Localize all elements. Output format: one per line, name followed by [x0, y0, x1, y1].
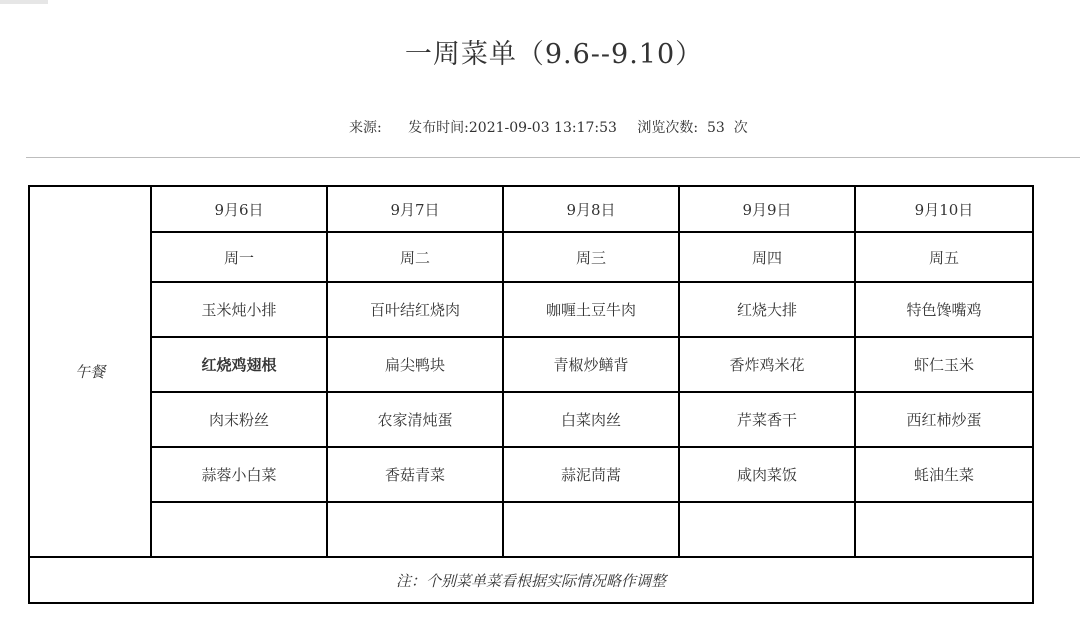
- weekday-cell: 周二: [327, 232, 503, 282]
- date-cell: 9月10日: [855, 186, 1033, 232]
- empty-cell: [151, 502, 327, 557]
- weekday-cell: 周一: [151, 232, 327, 282]
- weekday-row: [29, 232, 1033, 282]
- meal-label: 午餐: [29, 186, 151, 557]
- date-cell: 9月8日: [503, 186, 679, 232]
- dish-cell: 咸肉菜饭: [679, 447, 855, 502]
- source-label: 来源:: [349, 120, 382, 136]
- dish-row: [29, 282, 1033, 337]
- dish-cell: 农家清炖蛋: [327, 392, 503, 447]
- article-meta: [349, 117, 748, 137]
- date-row: [29, 186, 1033, 232]
- dish-cell: 虾仁玉米: [855, 337, 1033, 392]
- dish-cell: 肉末粉丝: [151, 392, 327, 447]
- views-label: 浏览次数:: [637, 120, 699, 136]
- date-cell: 9月7日: [327, 186, 503, 232]
- dish-cell: 扁尖鸭块: [327, 337, 503, 392]
- dish-cell: 蒜泥茼蒿: [503, 447, 679, 502]
- dish-cell: 红烧鸡翅根: [151, 337, 327, 392]
- page-title: 一周菜单（9.6--9.10）: [404, 39, 704, 70]
- dish-cell: 蚝油生菜: [855, 447, 1033, 502]
- dish-cell: 西红柿炒蛋: [855, 392, 1033, 447]
- empty-cell: [503, 502, 679, 557]
- date-cell: 9月9日: [679, 186, 855, 232]
- dish-cell: 红烧大排: [679, 282, 855, 337]
- dish-cell: 百叶结红烧肉: [327, 282, 503, 337]
- dish-row: [29, 447, 1033, 502]
- weekday-cell: 周三: [503, 232, 679, 282]
- views-unit: 次: [733, 120, 748, 136]
- menu-note: 注：个别菜单菜看根据实际情况略作调整: [29, 557, 1033, 603]
- dish-cell: 香菇青菜: [327, 447, 503, 502]
- publish-time: 2021-09-03 13:17:53: [468, 120, 617, 136]
- dish-cell: 白菜肉丝: [503, 392, 679, 447]
- dish-cell: 香炸鸡米花: [679, 337, 855, 392]
- weekday-cell: 周四: [679, 232, 855, 282]
- menu-table: [28, 185, 1034, 604]
- dish-row: [29, 337, 1033, 392]
- dish-cell: 玉米炖小排: [151, 282, 327, 337]
- divider: [26, 157, 1080, 158]
- dish-cell: 蒜蓉小白菜: [151, 447, 327, 502]
- weekday-cell: 周五: [855, 232, 1033, 282]
- empty-cell: [855, 502, 1033, 557]
- empty-row: [29, 502, 1033, 557]
- dish-row: [29, 392, 1033, 447]
- date-cell: 9月6日: [151, 186, 327, 232]
- empty-cell: [679, 502, 855, 557]
- empty-cell: [327, 502, 503, 557]
- corner-mark: [0, 0, 48, 4]
- dish-cell: 芹菜香干: [679, 392, 855, 447]
- dish-cell: 咖喱土豆牛肉: [503, 282, 679, 337]
- publish-label: 发布时间:: [408, 120, 469, 136]
- views-count: 53: [707, 120, 725, 136]
- note-row: [29, 557, 1033, 603]
- dish-cell: 青椒炒鳝背: [503, 337, 679, 392]
- dish-cell: 特色馋嘴鸡: [855, 282, 1033, 337]
